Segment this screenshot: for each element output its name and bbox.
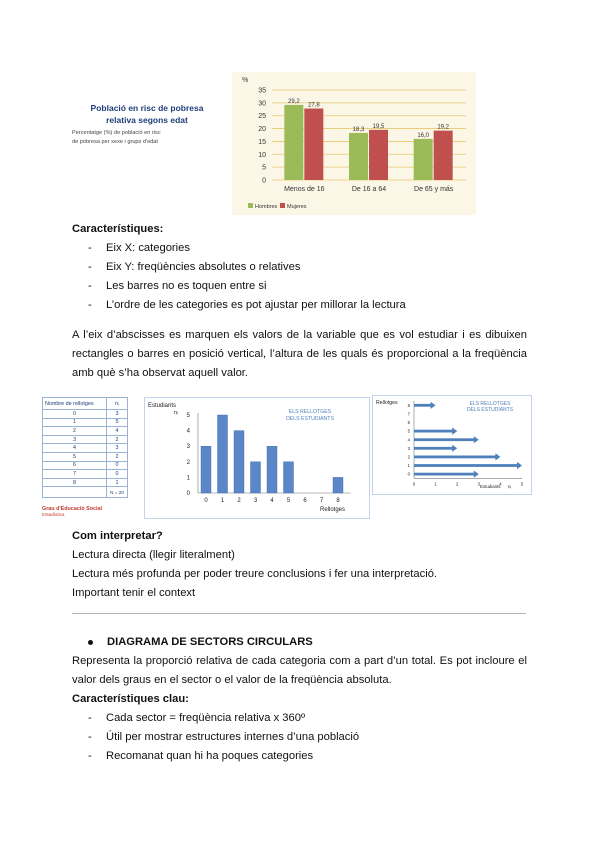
list-item: - Útil per mostrar estructures internes d’una població — [72, 728, 532, 747]
bar — [234, 431, 244, 493]
bar-mujeres — [369, 130, 388, 180]
horizontal-divider — [72, 613, 526, 614]
section1-paragraph: A l’eix d’abscisses es marquen els valors de la variable que es vol estudiar i es dibuixen rectangles o barres en posició vertical, l’altura de les quals és proporcional a la freqüència amb què s’ha observat aquell valor. — [72, 329, 527, 379]
x-tick-label: De 16 a 64 — [351, 186, 387, 193]
section2-line-3: Important tenir el context — [72, 587, 196, 599]
section1-heading: Característiques: — [72, 223, 164, 235]
y-tick-label: 3 — [407, 445, 410, 451]
x-tick-label: 6 — [303, 498, 307, 504]
table-cell-frequency: 5 — [107, 418, 128, 427]
figure-title-line2: relativa segons edat — [106, 115, 188, 125]
table-row — [43, 444, 128, 453]
x-tick-label: 4 — [270, 498, 274, 504]
section2-line-1: Lectura directa (llegir literalment) — [72, 549, 235, 561]
frequency-table — [42, 397, 128, 517]
y-tick-label: 35 — [258, 87, 266, 95]
y-tick-label: 30 — [258, 100, 266, 108]
table-row — [43, 478, 128, 487]
table-cell-frequency: 3 — [107, 410, 128, 419]
table-cell-frequency: 3 — [107, 444, 128, 453]
data-label: 18,3 — [352, 126, 365, 133]
x-tick-label: 2 — [237, 498, 241, 504]
y-axis-label: Estudiants — [148, 403, 177, 409]
table-row — [43, 435, 128, 444]
section2-line-2: Lectura més profunda per poder treure conclusions i fer una interpretació. — [72, 568, 438, 580]
y-tick-label: 5 — [407, 428, 410, 434]
y-tick-label: 4 — [407, 437, 410, 443]
y-tick-label: 10 — [258, 151, 266, 159]
data-label: 19,5 — [372, 123, 385, 130]
data-label: 19,2 — [437, 124, 450, 131]
section3-bullet-heading-text: DIAGRAMA DE SECTORS CIRCULARS — [107, 636, 313, 648]
chart-title-line1: ELS RELLOTGES — [469, 401, 511, 407]
x-tick-label: 5 — [520, 481, 524, 487]
table-cell-frequency: 2 — [107, 435, 128, 444]
table-row — [43, 452, 128, 461]
data-label: 16,0 — [417, 132, 430, 139]
table-footer-empty — [43, 487, 107, 498]
table-caption-2: Estadística — [42, 512, 65, 518]
bar-shaft — [414, 464, 518, 467]
bar-hombres — [414, 139, 433, 180]
legend-label: Mujeres — [287, 204, 307, 210]
section1-list — [72, 239, 532, 315]
bar-mujeres — [434, 131, 453, 180]
table-cell-value: 5 — [43, 452, 107, 461]
y-tick-label: 1 — [407, 463, 410, 469]
legend-label: Hombres — [255, 204, 278, 210]
table-total: N = 20 — [107, 487, 128, 498]
bar — [251, 462, 261, 493]
table-cell-value: 4 — [43, 444, 107, 453]
figure-subtitle-line1: Percentatge (%) de població en risc — [72, 130, 161, 136]
x-tick-label: 3 — [477, 481, 480, 487]
table-cell-value: 0 — [43, 410, 107, 419]
table-row — [43, 418, 128, 427]
section3-heading: Característiques clau: — [72, 693, 189, 705]
section3-list — [72, 709, 532, 766]
x-axis-label-sub: nᵢ — [508, 484, 512, 489]
section3-paragraph: Representa la proporció relativa de cada categoria com a part d’un total. Es pot incloure el valor dels graus en el sector o el valor de la freqüència absoluta. — [72, 655, 527, 686]
bullet-dot-icon — [88, 640, 93, 645]
bar — [218, 415, 228, 493]
top-figure — [72, 72, 476, 215]
bar-shaft — [414, 438, 475, 441]
list-item: - Recomanat quan hi ha poques categories — [72, 747, 532, 766]
list-item: - Les barres no es toquen entre si — [72, 277, 532, 296]
x-tick-label: 1 — [434, 481, 437, 487]
table-cell-value: 2 — [43, 427, 107, 436]
x-tick-label: 8 — [336, 498, 340, 504]
y-tick-label: 8 — [407, 402, 410, 408]
bar-mujeres — [304, 109, 323, 180]
y-tick-label: 0 — [407, 471, 410, 477]
y-tick-label: 0 — [186, 491, 190, 497]
y-tick-label: 6 — [407, 420, 410, 426]
table-row — [43, 470, 128, 479]
y-tick-label: 1 — [186, 475, 190, 482]
y-tick-label: 3 — [186, 444, 190, 451]
table-row — [43, 410, 128, 419]
y-tick-label: 5 — [186, 413, 190, 419]
list-item: - L’ordre de les categories es pot ajustar per millorar la lectura — [72, 296, 532, 315]
table-cell-value: 1 — [43, 418, 107, 427]
list-item: - Cada sector = freqüència relativa x 360º — [72, 709, 532, 728]
figure-title-line1: Població en risc de pobresa — [90, 103, 204, 113]
y-tick-label: 2 — [186, 459, 190, 466]
table-row — [43, 461, 128, 470]
table-cell-frequency: 2 — [107, 452, 128, 461]
x-tick-label: 0 — [204, 498, 208, 504]
table-cell-value: 7 — [43, 470, 107, 479]
y-tick-label: 0 — [262, 177, 266, 185]
vertical-bar-chart — [144, 397, 370, 519]
x-tick-label: 2 — [456, 481, 459, 487]
y-tick-label: 15 — [258, 138, 266, 146]
table-cell-value: 8 — [43, 478, 107, 487]
table-cell-value: 3 — [43, 435, 107, 444]
y-tick-label: 7 — [407, 411, 410, 417]
x-tick-label: 5 — [286, 498, 291, 504]
table-row — [43, 427, 128, 436]
data-label: 27,8 — [307, 102, 320, 109]
x-tick-label: 3 — [253, 498, 258, 504]
table-cell-frequency: 0 — [107, 470, 128, 479]
bar — [201, 446, 211, 493]
horizontal-bar-chart — [372, 395, 532, 495]
bar-shaft — [414, 456, 496, 459]
table-cell-value: 6 — [43, 461, 107, 470]
mid-figure — [42, 393, 542, 520]
x-axis-label: Rellotges — [320, 507, 346, 513]
table-cell-frequency: 4 — [107, 427, 128, 436]
bar-hombres — [284, 105, 303, 180]
list-item: - Eix X: categories — [72, 239, 532, 258]
bar-shaft — [414, 447, 453, 450]
legend-swatch — [280, 203, 285, 208]
x-tick-label: 0 — [412, 481, 416, 487]
table-header: Nombre de rellotges — [43, 398, 107, 410]
bar — [267, 446, 277, 493]
y-axis-label-sub: nᵢ — [174, 410, 178, 416]
table-cell-frequency: 0 — [107, 461, 128, 470]
chart-title-line1: ELS RELLOTGES — [288, 409, 332, 415]
y-tick-label: 4 — [186, 428, 190, 435]
bar — [284, 462, 294, 493]
top-figure-caption-panel — [72, 102, 212, 162]
x-axis-label: Estudiants — [480, 484, 501, 489]
x-tick-label: 4 — [499, 481, 502, 487]
bar-hombres — [349, 133, 368, 180]
y-tick-label: 25 — [258, 113, 266, 121]
data-label: 29,2 — [287, 98, 300, 105]
y-axis-label: Rellotges — [376, 400, 398, 406]
y-tick-label: 5 — [262, 164, 266, 172]
section2-heading: Com interpretar? — [72, 530, 163, 542]
table-cell-frequency: 1 — [107, 478, 128, 487]
chart-title-line2: DELS ESTUDIANTS — [466, 407, 514, 413]
chart-title-line2: DELS ESTUDIANTS — [286, 416, 334, 422]
x-tick-label: De 65 y más — [414, 186, 454, 193]
bar-shaft — [414, 473, 475, 476]
list-item: - Eix Y: freqüències absolutes o relatives — [72, 258, 532, 277]
x-tick-label: 7 — [319, 498, 324, 504]
figure-subtitle-line2: de pobresa per sexe i grups d'edat — [72, 139, 158, 145]
y-tick-label: 2 — [407, 454, 410, 460]
bar — [333, 477, 343, 493]
bar-shaft — [414, 404, 432, 407]
y-tick-label: 20 — [258, 126, 266, 134]
table-caption-1: Grau d'Educació Social — [42, 506, 102, 513]
x-tick-label: 1 — [220, 498, 225, 504]
table-header: nᵢ — [107, 398, 128, 410]
y-axis-unit: % — [242, 77, 249, 84]
poverty-bar-chart — [232, 72, 476, 215]
section3-bullet-heading — [88, 633, 313, 652]
bar-shaft — [414, 430, 453, 433]
x-tick-label: Menos de 16 — [284, 186, 325, 193]
legend-swatch — [248, 203, 253, 208]
